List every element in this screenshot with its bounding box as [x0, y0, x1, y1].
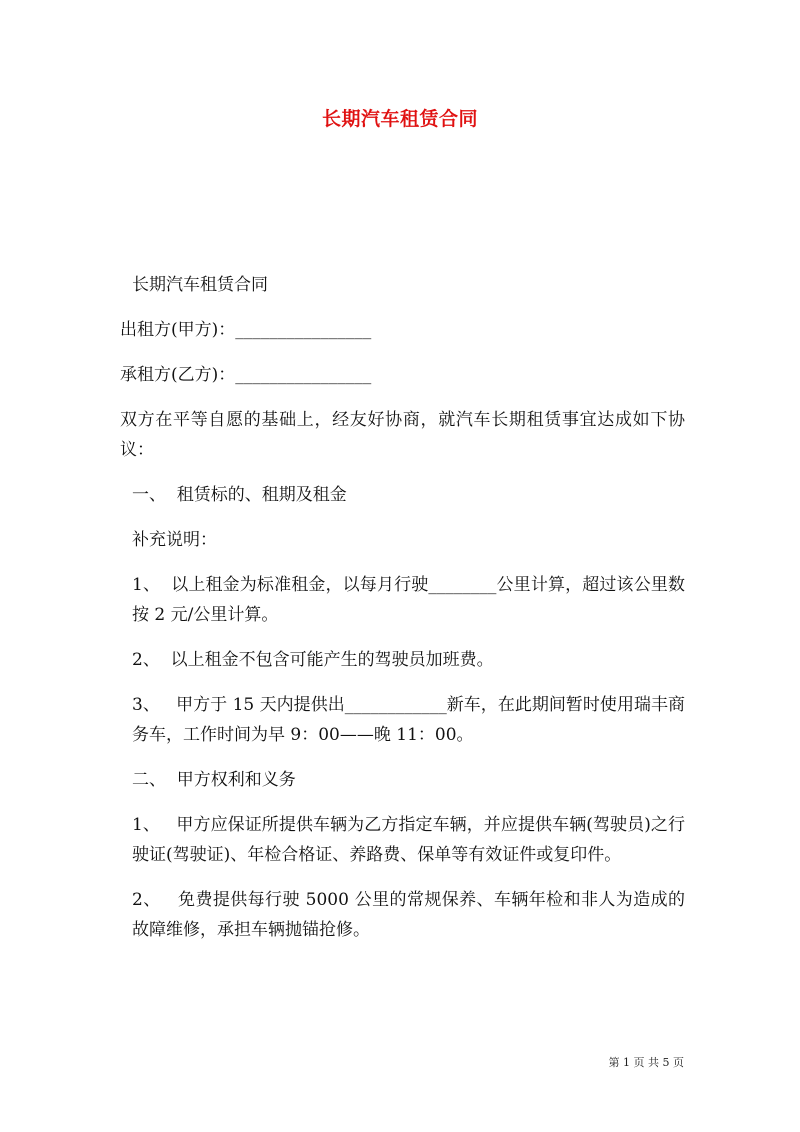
- document-title: 长期汽车租赁合同: [321, 108, 478, 130]
- paragraph-lessee: 承租方(乙方)：________________: [120, 365, 372, 385]
- paragraph-lessor: 出租方(甲方)：________________: [120, 320, 372, 340]
- section-heading-2: 二、 甲方权利和义务: [132, 770, 296, 790]
- page-number: 第 1 页 共 5 页: [608, 1056, 684, 1069]
- paragraph-heading: 长期汽车租赁合同: [132, 275, 268, 295]
- paragraph-agreement-intro: 双方在平等自愿的基础上，经友好协商，就汽车长期租赁事宜达成如下协议：: [120, 410, 685, 460]
- clause-1-1: 1、 以上租金为标准租金，以每月行驶________公里计算，超过该公里数按 2 元/公里计算。: [132, 575, 685, 625]
- clause-1-2: 2、 以上租金不包含可能产生的驾驶员加班费。: [132, 650, 494, 670]
- document-body: [120, 270, 685, 960]
- clause-2-2: 2、 免费提供每行驶 5000 公里的常规保养、车辆年检和非人为造成的故障维修，承担车辆抛锚抢修。: [132, 890, 685, 940]
- paragraph-supplementary: 补充说明：: [132, 530, 217, 550]
- section-heading-1: 一、 租赁标的、租期及租金: [132, 485, 347, 505]
- clause-1-3: 3、 甲方于 15 天内提供出____________新车，在此期间暂时使用瑞丰商务车，工作时间为早 9：00——晚 11：00。: [132, 695, 685, 745]
- clause-2-1: 1、 甲方应保证所提供车辆为乙方指定车辆，并应提供车辆(驾驶员)之行驶证(驾驶证)、年检合格证、养路费、保单等有效证件或复印件。: [132, 815, 685, 865]
